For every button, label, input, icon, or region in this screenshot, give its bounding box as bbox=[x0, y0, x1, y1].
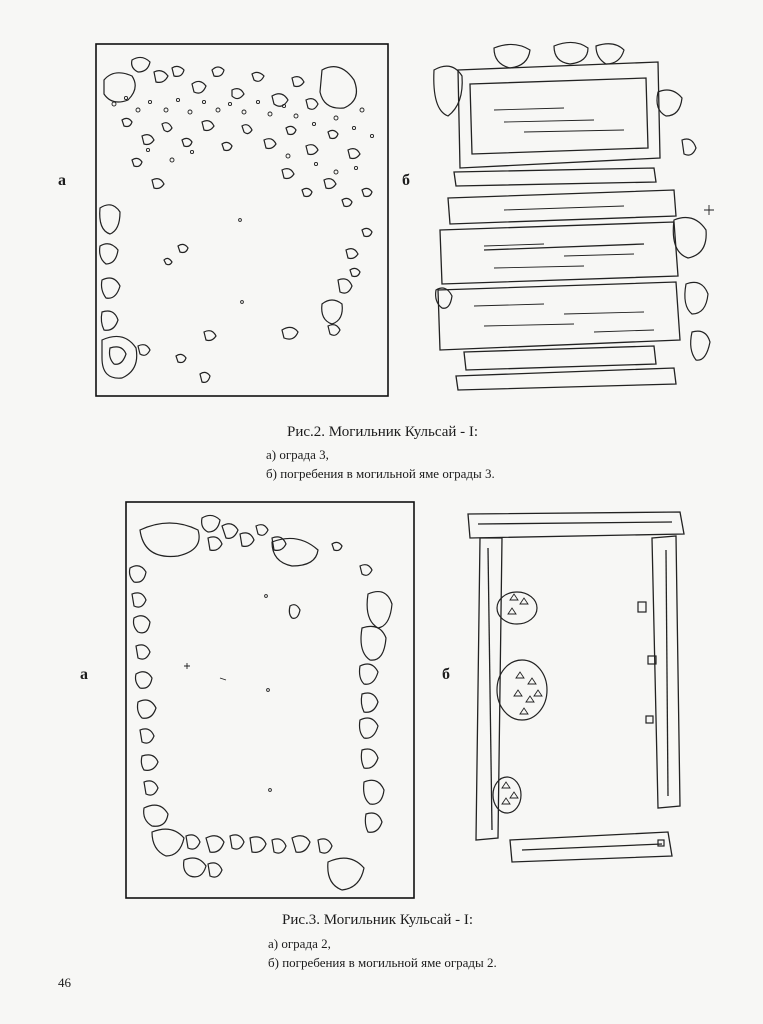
fig3-caption-title: Рис.3. Могильник Кульсай - I: bbox=[282, 912, 474, 928]
fig2-enclosure-3-plan bbox=[92, 40, 392, 400]
fig3-panel-b-label: б bbox=[442, 666, 450, 683]
fig2-panel-b-label: б bbox=[402, 172, 410, 189]
fig3-caption-line-b: б) погребения в могильной яме ограды 2. bbox=[268, 955, 497, 970]
fig3-caption-line-a: а) ограда 2, bbox=[268, 936, 331, 951]
fig2-caption-title: Рис.2. Могильник Кульсай - I: bbox=[287, 424, 479, 440]
fig2-panel-a-label: а bbox=[58, 172, 66, 189]
fig2-caption-line-a: а) ограда 3, bbox=[266, 447, 329, 462]
page-number: 46 bbox=[58, 975, 71, 990]
fig3-enclosure-2-plan bbox=[122, 498, 418, 902]
fig3-panel-a-label: а bbox=[80, 666, 88, 683]
fig2-caption-line-b: б) погребения в могильной яме ограды 3. bbox=[266, 466, 495, 481]
fig3-burials-plan bbox=[462, 500, 702, 870]
fig2-burials-plan bbox=[424, 40, 734, 400]
